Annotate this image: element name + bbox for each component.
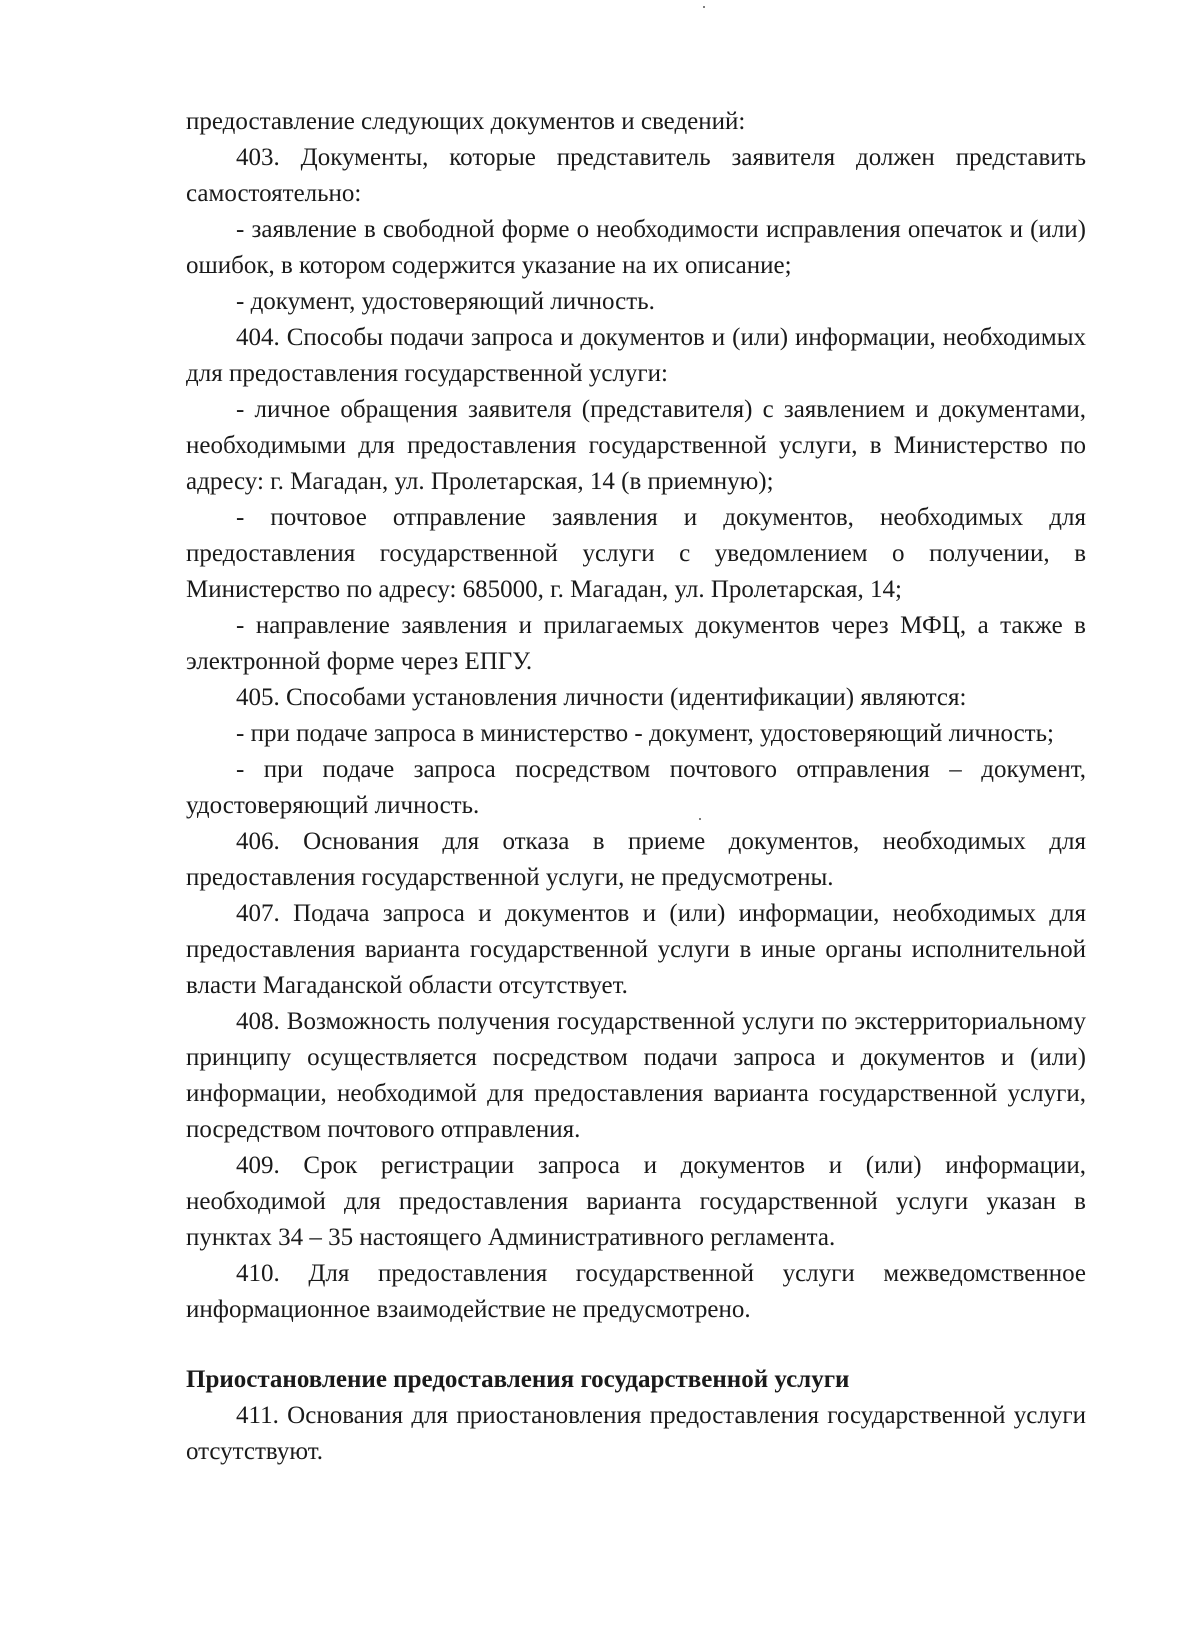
paragraph-404-item-3: - направление заявления и прилагаемых документов через МФЦ, а также в электронной форме через ЕПГУ.	[186, 612, 1086, 675]
section-spacer	[186, 1328, 1086, 1362]
scan-speck	[703, 6, 705, 8]
paragraph-406: 406. Основания для отказа в приеме документов, необходимых для предоставления государственной услуги, не предусмотрены.	[186, 828, 1086, 891]
paragraph-405-item-2: - при подаче запроса посредством почтового отправления – документ, удостоверяющий личность.	[186, 756, 1086, 819]
paragraph-403-item-2: - документ, удостоверяющий личность.	[236, 288, 655, 315]
paragraph-403: 403. Документы, которые представитель заявителя должен представить самостоятельно:	[186, 144, 1086, 207]
paragraph-404: 404. Способы подачи запроса и документов и (или) информации, необходимых для предоставления государственной услуги:	[186, 324, 1086, 387]
paragraph-408: 408. Возможность получения государственной услуги по экстерриториальному принципу осуществляется посредством подачи запроса и документов и (или) информации, необходимой для предоставления варианта государственной услуги, посредством почтового отправления.	[186, 1008, 1086, 1143]
section-heading: Приостановление предоставления государственной услуги	[186, 1366, 850, 1393]
paragraph-404-item-1: - личное обращения заявителя (представителя) с заявлением и документами, необходимыми для предоставления государственной услуги, в Министерство по адресу: г. Магадан, ул. Пролетарская, 14 (в приемную);	[186, 396, 1086, 495]
paragraph-405: 405. Способами установления личности (идентификации) являются:	[236, 684, 967, 711]
paragraph-403-item-1: - заявление в свободной форме о необходимости исправления опечаток и (или) ошибок, в котором содержится указание на их описание;	[186, 216, 1086, 279]
paragraph-404-item-2: - почтовое отправление заявления и документов, необходимых для предоставления государственной услуги с уведомлением о получении, в Министерство по адресу: 685000, г. Магадан, ул. Пролетарская, 14;	[186, 504, 1086, 603]
document-body	[186, 104, 1086, 1470]
intro-paragraph: предоставление следующих документов и сведений:	[186, 108, 746, 135]
paragraph-411: 411. Основания для приостановления предоставления государственной услуги отсутствуют.	[186, 1402, 1086, 1465]
paragraph-410: 410. Для предоставления государственной услуги межведомственное информационное взаимодействие не предусмотрено.	[186, 1260, 1086, 1323]
paragraph-405-item-1: - при подаче запроса в министерство - документ, удостоверяющий личность;	[236, 720, 1054, 747]
paragraph-409: 409. Срок регистрации запроса и документов и (или) информации, необходимой для предоставления варианта государственной услуги указан в пунктах 34 – 35 настоящего Административного регламента.	[186, 1152, 1086, 1251]
paragraph-407: 407. Подача запроса и документов и (или) информации, необходимых для предоставления варианта государственной услуги в иные органы исполнительной власти Магаданской области отсутствует.	[186, 900, 1086, 999]
